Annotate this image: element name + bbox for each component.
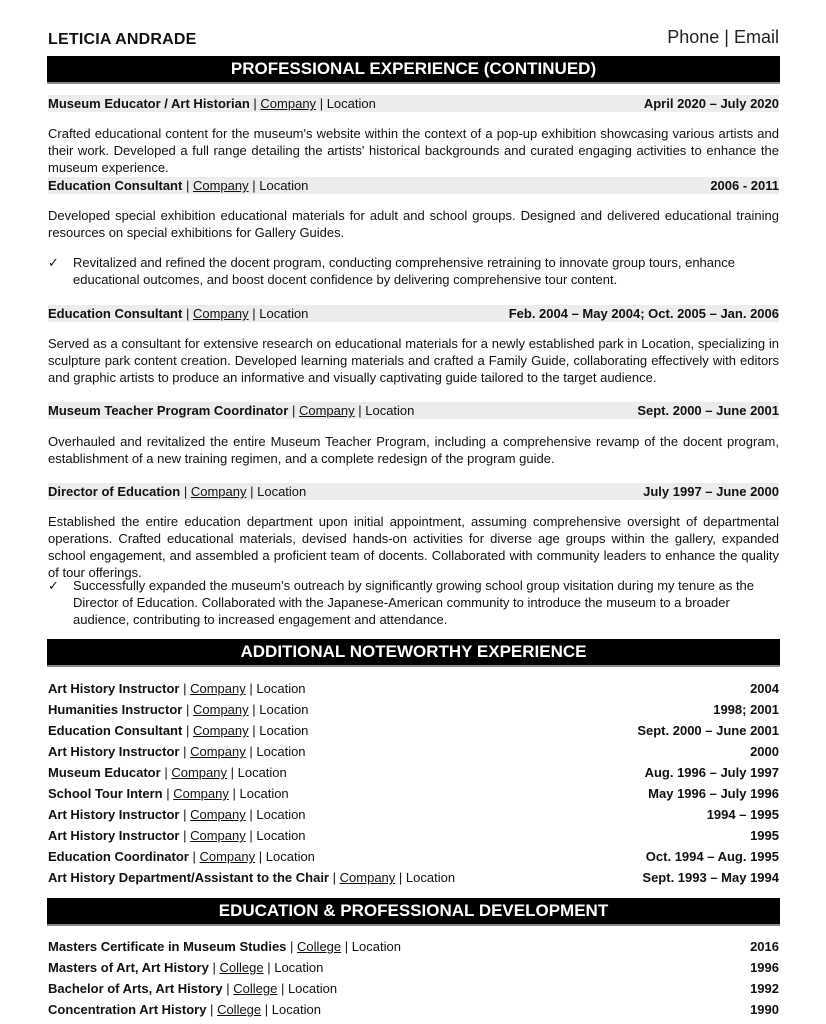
company-link[interactable]: Company bbox=[190, 744, 246, 759]
degree-year: 1996 bbox=[750, 960, 779, 975]
role-location: Location bbox=[256, 828, 306, 843]
job-title: Museum Teacher Program Coordinator bbox=[48, 403, 289, 418]
job-title: Director of Education bbox=[48, 484, 181, 499]
role-location: Location bbox=[259, 702, 309, 717]
job-header: Museum Educator / Art Historian | Company | Location April 2020 – July 2020 bbox=[48, 96, 779, 111]
list-item: Art History Department/Assistant to the Chair | Company | Location Sept. 1993 – May 1994 bbox=[48, 870, 779, 885]
degree-year: 1990 bbox=[750, 1002, 779, 1017]
degree-year: 1992 bbox=[750, 981, 779, 996]
role-location: Location bbox=[237, 765, 287, 780]
job-dates: April 2020 – July 2020 bbox=[643, 96, 779, 111]
role-dates: Aug. 1996 – July 1997 bbox=[644, 765, 779, 780]
role-dates: 2000 bbox=[750, 744, 779, 759]
degree-year: 2016 bbox=[750, 939, 779, 954]
school-link[interactable]: College bbox=[219, 960, 264, 975]
job-header: Director of Education | Company | Location July 1997 – June 2000 bbox=[48, 484, 779, 499]
school-link[interactable]: College bbox=[217, 1002, 262, 1017]
list-item: Art History Instructor | Company | Location 2004 bbox=[48, 681, 779, 696]
job-location: Location bbox=[259, 178, 309, 193]
education-item: Masters of Art, Art History | College | Location 1996 bbox=[48, 960, 779, 975]
role-title: Education Coordinator bbox=[48, 849, 189, 864]
job-title: Education Consultant bbox=[48, 306, 183, 321]
role-title: Humanities Instructor bbox=[48, 702, 183, 717]
list-item: School Tour Intern | Company | Location May 1996 – July 1996 bbox=[48, 786, 779, 801]
company-link[interactable]: Company bbox=[192, 178, 249, 193]
role-dates: Sept. 1993 – May 1994 bbox=[642, 870, 779, 885]
job-description: Established the entire education department upon initial appointment, assuming comprehensive oversight of departmental operations. Crafted educational materials, devised hands-on activities for diverse age groups within the gallery, expanded school engagement, and assembled a proficient team of docents. Collaborated with community leaders to enhance the quality of tour offerings. bbox=[48, 514, 779, 580]
school-location: Location bbox=[287, 981, 338, 996]
section-additional-experience: ADDITIONAL NOTEWORTHY EXPERIENCE bbox=[47, 639, 780, 667]
job-header: Education Consultant | Company | Location Feb. 2004 – May 2004; Oct. 2005 – Jan. 2006 bbox=[48, 306, 779, 321]
role-location: Location bbox=[259, 723, 309, 738]
role-title: Art History Instructor bbox=[48, 828, 180, 843]
role-location: Location bbox=[256, 807, 306, 822]
contact-info: Phone | Email bbox=[667, 27, 779, 47]
company-link[interactable]: Company bbox=[190, 807, 246, 822]
resume-header bbox=[48, 27, 779, 51]
candidate-name: LETICIA ANDRADE bbox=[48, 31, 197, 48]
education-item: Bachelor of Arts, Art History | College | Location 1992 bbox=[48, 981, 779, 996]
degree-title: Concentration Art History bbox=[48, 1002, 207, 1017]
degree-title: Masters of Art, Art History bbox=[48, 960, 209, 975]
company-link[interactable]: Company bbox=[173, 786, 229, 801]
role-dates: Sept. 2000 – June 2001 bbox=[637, 723, 779, 738]
section-education: EDUCATION & PROFESSIONAL DEVELOPMENT bbox=[47, 898, 780, 926]
company-link[interactable]: Company bbox=[190, 681, 246, 696]
list-item: Art History Instructor | Company | Location 1994 – 1995 bbox=[48, 807, 779, 822]
role-title: Art History Instructor bbox=[48, 744, 180, 759]
job-location: Location bbox=[259, 306, 309, 321]
achievement-text: Successfully expanded the museum's outreach by significantly growing school group visitation during my tenure as the Director of Education. Collaborated with the Japanese-American community to introduce the museum to a broader audience, contributing to increased engagement and attendance. bbox=[73, 578, 755, 627]
role-dates: 1995 bbox=[750, 828, 779, 843]
list-item: Art History Instructor | Company | Location 2000 bbox=[48, 744, 779, 759]
company-link[interactable]: Company bbox=[190, 828, 246, 843]
list-item: Museum Educator | Company | Location Aug. 1996 – July 1997 bbox=[48, 765, 779, 780]
company-link[interactable]: Company bbox=[171, 765, 227, 780]
job-header: Education Consultant | Company | Location 2006 - 2011 bbox=[48, 178, 779, 193]
list-item: Humanities Instructor | Company | Location 1998; 2001 bbox=[48, 702, 779, 717]
job-title: Education Consultant bbox=[48, 178, 183, 193]
degree-title: Masters Certificate in Museum Studies bbox=[48, 939, 287, 954]
job-description: Developed special exhibition educational materials for adult and school groups. Designed and delivered educational training resources on special exhibitions for Gallery Guides. bbox=[48, 208, 779, 240]
job-location: Location bbox=[326, 96, 376, 111]
role-location: Location bbox=[405, 870, 456, 885]
job-dates: Sept. 2000 – June 2001 bbox=[637, 403, 779, 418]
role-title: Museum Educator bbox=[48, 765, 161, 780]
school-location: Location bbox=[274, 960, 324, 975]
job-dates: July 1997 – June 2000 bbox=[643, 484, 779, 499]
achievement-text: Revitalized and refined the docent program, conducting comprehensive retraining to innovate group tours, enhance educational outcomes, and boost docent confidence by delivering comprehensive tour content. bbox=[73, 255, 735, 287]
role-dates: May 1996 – July 1996 bbox=[648, 786, 779, 801]
list-item: Education Consultant | Company | Location Sept. 2000 – June 2001 bbox=[48, 723, 779, 738]
job-location: Location bbox=[257, 484, 307, 499]
role-title: Art History Instructor bbox=[48, 807, 180, 822]
role-title: Art History Department/Assistant to the Chair bbox=[48, 870, 329, 885]
list-item: Art History Instructor | Company | Location 1995 bbox=[48, 828, 779, 843]
role-title: Art History Instructor bbox=[48, 681, 180, 696]
achievement-bullet bbox=[48, 254, 779, 288]
role-location: Location bbox=[239, 786, 289, 801]
school-link[interactable]: College bbox=[297, 939, 342, 954]
company-link[interactable]: Company bbox=[339, 870, 396, 885]
job-dates: Feb. 2004 – May 2004; Oct. 2005 – Jan. 2006 bbox=[508, 306, 779, 321]
role-location: Location bbox=[265, 849, 315, 864]
company-link[interactable]: Company bbox=[298, 403, 355, 418]
list-item: Education Coordinator | Company | Location Oct. 1994 – Aug. 1995 bbox=[48, 849, 779, 864]
job-dates: 2006 - 2011 bbox=[710, 178, 779, 193]
school-location: Location bbox=[351, 939, 401, 954]
role-title: Education Consultant bbox=[48, 723, 183, 738]
company-link[interactable]: Company bbox=[192, 723, 249, 738]
company-link[interactable]: Company bbox=[260, 96, 317, 111]
role-dates: 1994 – 1995 bbox=[706, 807, 779, 822]
education-item: Masters Certificate in Museum Studies | College | Location 2016 bbox=[48, 939, 779, 954]
job-description: Overhauled and revitalized the entire Museum Teacher Program, including a comprehensive revamp of the docent program, establishment of a new training regimen, and a complete redesign of the program guide. bbox=[48, 434, 779, 466]
role-dates: 1998; 2001 bbox=[713, 702, 779, 717]
job-title: Museum Educator / Art Historian bbox=[48, 96, 250, 111]
company-link[interactable]: Company bbox=[190, 484, 247, 499]
company-link[interactable]: Company bbox=[192, 306, 249, 321]
company-link[interactable]: Company bbox=[193, 702, 249, 717]
role-dates: 2004 bbox=[750, 681, 779, 696]
checkmark-icon: ✓ bbox=[48, 578, 59, 593]
achievement-bullet bbox=[48, 577, 779, 628]
role-title: School Tour Intern bbox=[48, 786, 163, 801]
role-location: Location bbox=[256, 744, 306, 759]
role-location: Location bbox=[256, 681, 306, 696]
role-dates: Oct. 1994 – Aug. 1995 bbox=[645, 849, 779, 864]
job-header: Museum Teacher Program Coordinator | Company | Location Sept. 2000 – June 2001 bbox=[48, 403, 779, 418]
checkmark-icon: ✓ bbox=[48, 255, 59, 270]
degree-title: Bachelor of Arts, Art History bbox=[48, 981, 223, 996]
job-location: Location bbox=[365, 403, 415, 418]
job-description: Served as a consultant for extensive research on educational materials for a newly established park in Location, specializing in sculpture park content creation. Developed learning materials and crafted a Family Guide, collaborating effectively with editors and graphic artists to produce an informative and visually captivating guide tailored to the target audience. bbox=[48, 336, 779, 385]
job-description: Crafted educational content for the museum's website within the context of a pop-up exhibition showcasing various artists and their work. Developed a full range detailing the artists' historical backgrounds and curated engaging activities to enhance the museum experience. bbox=[48, 126, 779, 175]
education-item: Concentration Art History | College | Location 1990 bbox=[48, 1002, 779, 1017]
company-link[interactable]: Company bbox=[199, 849, 256, 864]
section-professional-experience: PROFESSIONAL EXPERIENCE (CONTINUED) bbox=[47, 56, 780, 84]
school-location: Location bbox=[271, 1002, 321, 1017]
school-link[interactable]: College bbox=[233, 981, 278, 996]
